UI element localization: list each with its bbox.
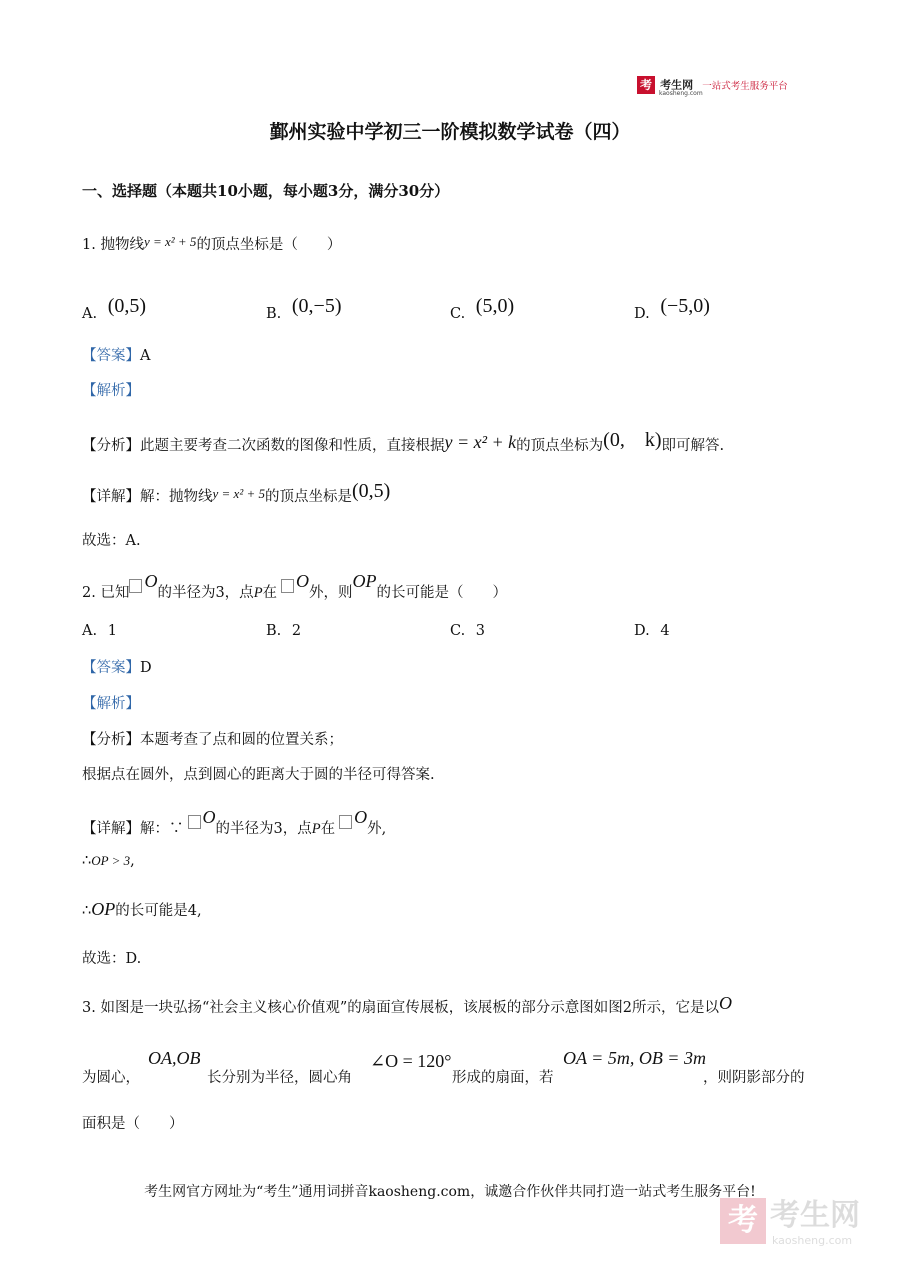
header-logo xyxy=(637,74,788,97)
logo-slogan: 一站式考生服务平台 xyxy=(702,80,788,92)
q2-text: 的半径为3，点 xyxy=(157,585,254,601)
q2-detail-line2 xyxy=(82,853,135,869)
q2-choice: 故选：D. xyxy=(82,951,142,967)
analysis-label: 【分析】 xyxy=(82,732,140,748)
option-label: A. xyxy=(82,306,98,322)
q1-option-a[interactable] xyxy=(82,295,146,322)
analysis-label: 【分析】 xyxy=(82,438,140,454)
detail-text: 的半径为3，点 xyxy=(215,821,312,837)
q3-radii: OA,OB xyxy=(148,1048,201,1068)
question-2 xyxy=(82,571,507,602)
watermark-logo xyxy=(720,1198,860,1247)
q1-analysis-tag: 【解析】 xyxy=(82,383,140,399)
detail-text: 的顶点坐标是 xyxy=(264,489,352,505)
q3-line2-b: 长分别为半径，圆心角 xyxy=(207,1070,352,1086)
logo-sub: kaosheng.com xyxy=(659,89,703,97)
q1-option-b[interactable] xyxy=(266,295,341,322)
circle-symbol-icon xyxy=(339,815,352,829)
answer-tag: 【答案】 xyxy=(82,348,140,364)
point-name: P xyxy=(311,821,321,837)
q2-detail-line3 xyxy=(82,899,202,920)
circle-name: O xyxy=(144,571,158,591)
detail-text: 外, xyxy=(367,821,387,837)
option-value: (0,−5) xyxy=(291,295,342,317)
option-value: (5,0) xyxy=(475,295,515,317)
q2-detail xyxy=(82,807,386,838)
detail-text: 的长可能是4, xyxy=(115,903,202,919)
analysis-text: 的顶点坐标为 xyxy=(516,438,604,454)
therefore-symbol: ∴ xyxy=(82,903,92,919)
q2-analysis-2: 根据点在圆外，点到圆心的距离大于圆的半径可得答案. xyxy=(82,767,435,783)
option-label: D. xyxy=(634,306,650,322)
segment-op: OP xyxy=(352,571,377,591)
q3-line3: 面积是（ ） xyxy=(82,1116,184,1132)
q1-detail xyxy=(82,480,390,506)
option-label: B. xyxy=(266,623,282,639)
q2-option-c[interactable] xyxy=(450,623,485,639)
option-value: (0,5) xyxy=(107,295,147,317)
option-value: (−5,0) xyxy=(660,295,710,317)
q3-number: 3. xyxy=(82,1000,96,1016)
therefore-symbol: ∴ xyxy=(82,853,92,869)
q2-option-d[interactable] xyxy=(634,623,670,639)
q2-text: 已知 xyxy=(100,585,130,601)
q2-analysis xyxy=(82,728,343,749)
circle-symbol-icon xyxy=(188,815,201,829)
segment-op: OP xyxy=(91,899,116,919)
punctuation: , xyxy=(130,853,135,869)
question-1 xyxy=(82,233,341,254)
q1-text: 抛物线 xyxy=(100,237,144,253)
option-label: B. xyxy=(266,306,282,322)
detail-label: 【详解】 xyxy=(82,489,140,505)
option-value: 3 xyxy=(475,623,486,639)
circle-name: O xyxy=(202,807,216,827)
q1-text-after: 的顶点坐标是（ ） xyxy=(196,237,342,253)
q1-analysis xyxy=(82,423,724,455)
q3-text: 如图是一块弘扬“社会主义核心价值观”的扇面宣传展板，该展板的部分示意图如图2所示，它是以 xyxy=(100,1000,720,1016)
watermark-name: 考生网 xyxy=(770,1198,860,1233)
q1-number: 1. xyxy=(82,237,96,253)
q2-number: 2. xyxy=(82,585,96,601)
analysis-text: 即可解答. xyxy=(661,438,725,454)
option-value: 2 xyxy=(291,623,302,639)
q3-line2-c: 形成的扇面，若 xyxy=(452,1070,554,1086)
detail-text: 解：抛物线 xyxy=(140,489,213,505)
q2-analysis-tag: 【解析】 xyxy=(82,696,140,712)
kaosheng-logo-icon: 考 xyxy=(637,76,655,94)
q2-text: 在 xyxy=(262,585,278,601)
circle-name: O xyxy=(296,571,310,591)
q3-line2-a: 为圆心， xyxy=(82,1070,140,1086)
q1-option-d[interactable] xyxy=(634,295,710,322)
analysis-formula: y = x² + k xyxy=(444,432,517,452)
page-footer: 考生网官方网址为“考生”通用词拼音kaosheng.com，诚邀合作伙伴共同打造一站式考生服务平台! xyxy=(144,1184,756,1200)
option-value: 1 xyxy=(107,623,117,639)
circle-symbol-icon xyxy=(281,579,294,593)
q1-formula: y = x² + 5 xyxy=(143,234,197,249)
detail-point: (0,5) xyxy=(351,480,391,502)
answer-tag: 【答案】 xyxy=(82,660,140,676)
q2-option-b[interactable] xyxy=(266,623,301,639)
circle-symbol-icon xyxy=(129,579,142,593)
q2-option-a[interactable] xyxy=(82,623,117,639)
detail-text: 在 xyxy=(320,821,336,837)
q3-line2-d: ，则阴影部分的 xyxy=(703,1070,805,1086)
q1-choice: 故选：A. xyxy=(82,533,141,549)
page-title: 鄞州实验中学初三一阶模拟数学试卷（四） xyxy=(269,121,631,143)
q3-angle: ∠O = 120° xyxy=(370,1051,452,1071)
q2-answer xyxy=(82,656,152,677)
q1-answer xyxy=(82,344,150,365)
q2-text: 外，则 xyxy=(309,585,353,601)
analysis-text: 本题考查了点和圆的位置关系； xyxy=(140,732,343,748)
kaosheng-logo-icon: 考 xyxy=(720,1198,766,1244)
analysis-point: (0, k) xyxy=(603,429,662,451)
option-value: 4 xyxy=(660,623,670,639)
detail-label: 【详解】 xyxy=(82,821,140,837)
option-label: A. xyxy=(82,623,98,639)
center-o: O xyxy=(719,993,733,1013)
q2-text: 的长可能是（ ） xyxy=(376,585,508,601)
answer-value: A xyxy=(140,348,151,364)
q1-option-c[interactable] xyxy=(450,295,514,322)
detail-formula: y = x² + 5 xyxy=(212,486,265,501)
circle-name: O xyxy=(354,807,368,827)
option-label: D. xyxy=(634,623,650,639)
option-label: C. xyxy=(450,306,466,322)
logo-name: 考生网 xyxy=(660,78,694,92)
question-3 xyxy=(82,993,732,1017)
inequality: OP > 3 xyxy=(91,853,131,868)
analysis-text: 此题主要考查二次函数的图像和性质，直接根据 xyxy=(140,438,445,454)
option-label: C. xyxy=(450,623,466,639)
point-name: P xyxy=(253,585,263,601)
q3-lengths: OA = 5m, OB = 3m xyxy=(563,1048,706,1068)
section-heading: 一、选择题（本题共10小题，每小题3分，满分30分） xyxy=(82,182,450,200)
answer-value: D xyxy=(140,660,152,676)
watermark-sub: kaosheng.com xyxy=(772,1234,853,1247)
detail-text: 解：∵ xyxy=(140,821,184,837)
